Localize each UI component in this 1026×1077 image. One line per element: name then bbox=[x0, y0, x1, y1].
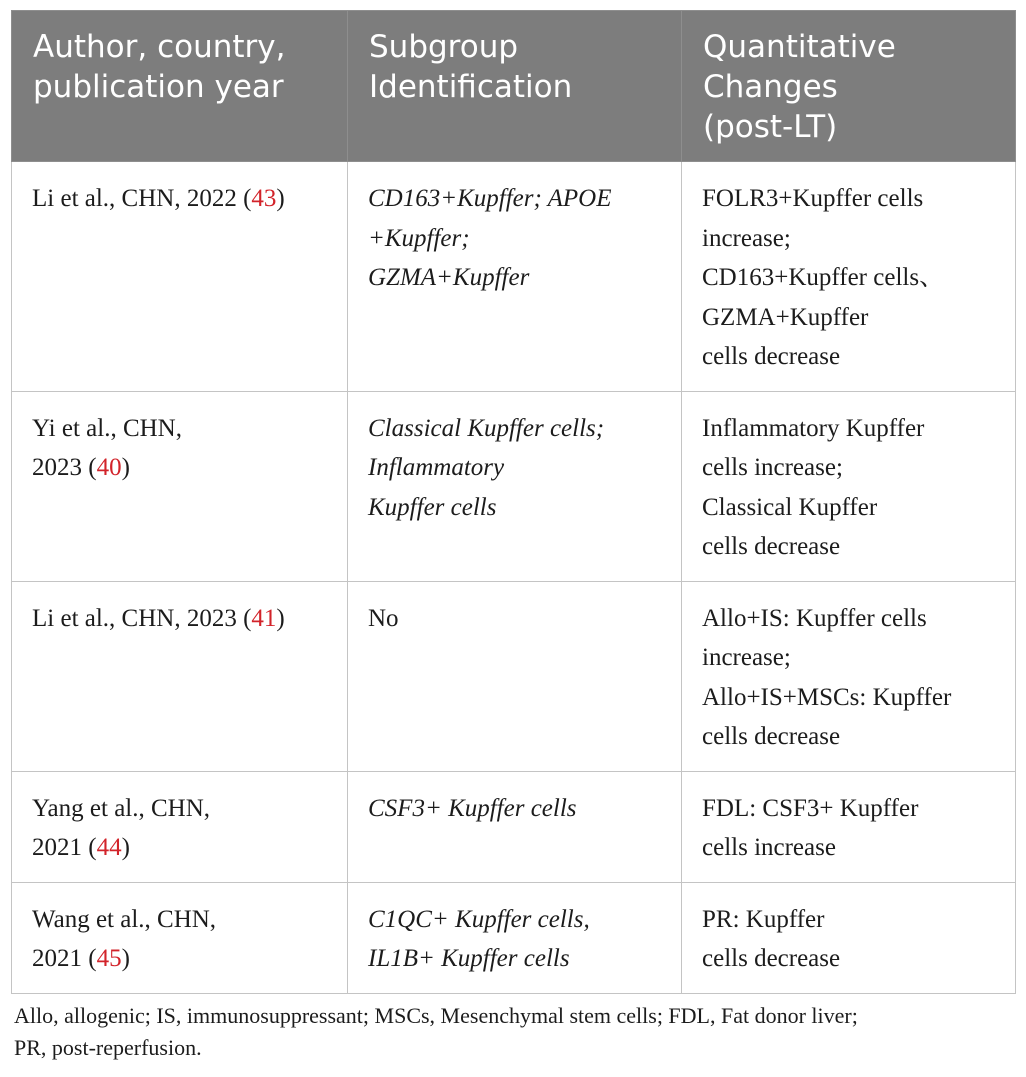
author-cell bbox=[12, 162, 348, 392]
changes-cell bbox=[682, 162, 1016, 392]
changes-line: GZMA+Kupffer bbox=[702, 303, 869, 331]
table-row bbox=[12, 162, 1016, 392]
table-footnote bbox=[14, 1000, 1014, 1064]
header-line: Author, country, bbox=[33, 29, 286, 65]
author-line: 2021 (44) bbox=[32, 834, 130, 861]
subgroup-cell bbox=[348, 162, 682, 392]
author-line: Li et al., CHN, 2022 (43) bbox=[32, 185, 285, 212]
changes-cell bbox=[682, 882, 1016, 993]
subgroup-cell bbox=[348, 882, 682, 993]
header-line: Changes bbox=[703, 69, 838, 105]
subgroup-line: CSF3+ Kupffer cells bbox=[368, 794, 577, 822]
subgroup-line: IL1B+ Kupffer cells bbox=[368, 945, 570, 972]
author-line: Yi et al., CHN, bbox=[32, 414, 182, 442]
header-line: Quantitative bbox=[703, 29, 896, 65]
changes-line: PR: Kupffer bbox=[702, 905, 825, 933]
header-line: Identification bbox=[369, 69, 573, 105]
changes-line: cells increase bbox=[702, 834, 836, 861]
changes-line: CD163+Kupffer cells、 bbox=[702, 264, 945, 291]
reference-link[interactable]: 43 bbox=[251, 185, 277, 212]
table-row bbox=[12, 882, 1016, 993]
changes-line: increase; bbox=[702, 224, 791, 252]
footnote-line: Allo, allogenic; IS, immunosuppressant; MSCs, Mesenchymal stem cells; FDL, Fat donor liver; bbox=[14, 1003, 858, 1028]
subgroup-cell bbox=[348, 771, 682, 882]
author-line: Li et al., CHN, 2023 (41) bbox=[32, 604, 285, 632]
changes-line: increase; bbox=[702, 644, 791, 671]
changes-line: Allo+IS: Kupffer cells bbox=[702, 604, 927, 632]
subgroup-line: Kupffer cells bbox=[368, 493, 497, 521]
author-line: 2023 (40) bbox=[32, 454, 130, 481]
table-row bbox=[12, 391, 1016, 581]
changes-cell bbox=[682, 771, 1016, 882]
kupffer-cells-table bbox=[11, 10, 1016, 994]
header-author bbox=[12, 11, 348, 162]
changes-line: FOLR3+Kupffer cells bbox=[702, 185, 924, 212]
subgroup-line: No bbox=[368, 604, 399, 632]
reference-link[interactable]: 45 bbox=[96, 945, 122, 972]
reference-link[interactable]: 44 bbox=[96, 834, 122, 861]
author-cell bbox=[12, 771, 348, 882]
changes-line: cells increase; bbox=[702, 454, 843, 481]
author-line: Wang et al., CHN, bbox=[32, 905, 217, 933]
subgroup-line: CD163+Kupffer; APOE bbox=[368, 185, 612, 212]
author-cell bbox=[12, 391, 348, 581]
changes-cell bbox=[682, 391, 1016, 581]
table-row bbox=[12, 771, 1016, 882]
subgroup-line: Inflammatory bbox=[368, 454, 505, 481]
subgroup-cell bbox=[348, 391, 682, 581]
author-line: 2021 (45) bbox=[32, 945, 130, 972]
header-line: publication year bbox=[33, 69, 284, 105]
changes-line: cells decrease bbox=[702, 945, 841, 972]
header-changes bbox=[682, 11, 1016, 162]
subgroup-cell bbox=[348, 581, 682, 771]
reference-link[interactable]: 40 bbox=[96, 454, 122, 481]
changes-line: FDL: CSF3+ Kupffer bbox=[702, 794, 919, 822]
changes-line: cells decrease bbox=[702, 533, 841, 560]
changes-line: cells decrease bbox=[702, 343, 841, 370]
subgroup-line: Classical Kupffer cells; bbox=[368, 414, 605, 442]
header-row bbox=[12, 11, 1016, 162]
subgroup-line: C1QC+ Kupffer cells, bbox=[368, 905, 590, 933]
changes-line: Inflammatory Kupffer bbox=[702, 414, 925, 442]
header-line: (post-LT) bbox=[703, 109, 838, 145]
header-line: Subgroup bbox=[369, 29, 519, 65]
changes-line: Allo+IS+MSCs: Kupffer bbox=[702, 683, 952, 711]
header-subgroup bbox=[348, 11, 682, 162]
changes-line: cells decrease bbox=[702, 723, 841, 750]
footnote-line: PR, post-reperfusion. bbox=[14, 1035, 202, 1060]
subgroup-line: +Kupffer; bbox=[368, 224, 470, 252]
reference-link[interactable]: 41 bbox=[251, 604, 277, 632]
changes-cell bbox=[682, 581, 1016, 771]
author-line: Yang et al., CHN, bbox=[32, 794, 211, 822]
changes-line: Classical Kupffer bbox=[702, 493, 878, 521]
subgroup-line: GZMA+Kupffer bbox=[368, 264, 530, 291]
author-cell bbox=[12, 882, 348, 993]
author-cell bbox=[12, 581, 348, 771]
table-row bbox=[12, 581, 1016, 771]
